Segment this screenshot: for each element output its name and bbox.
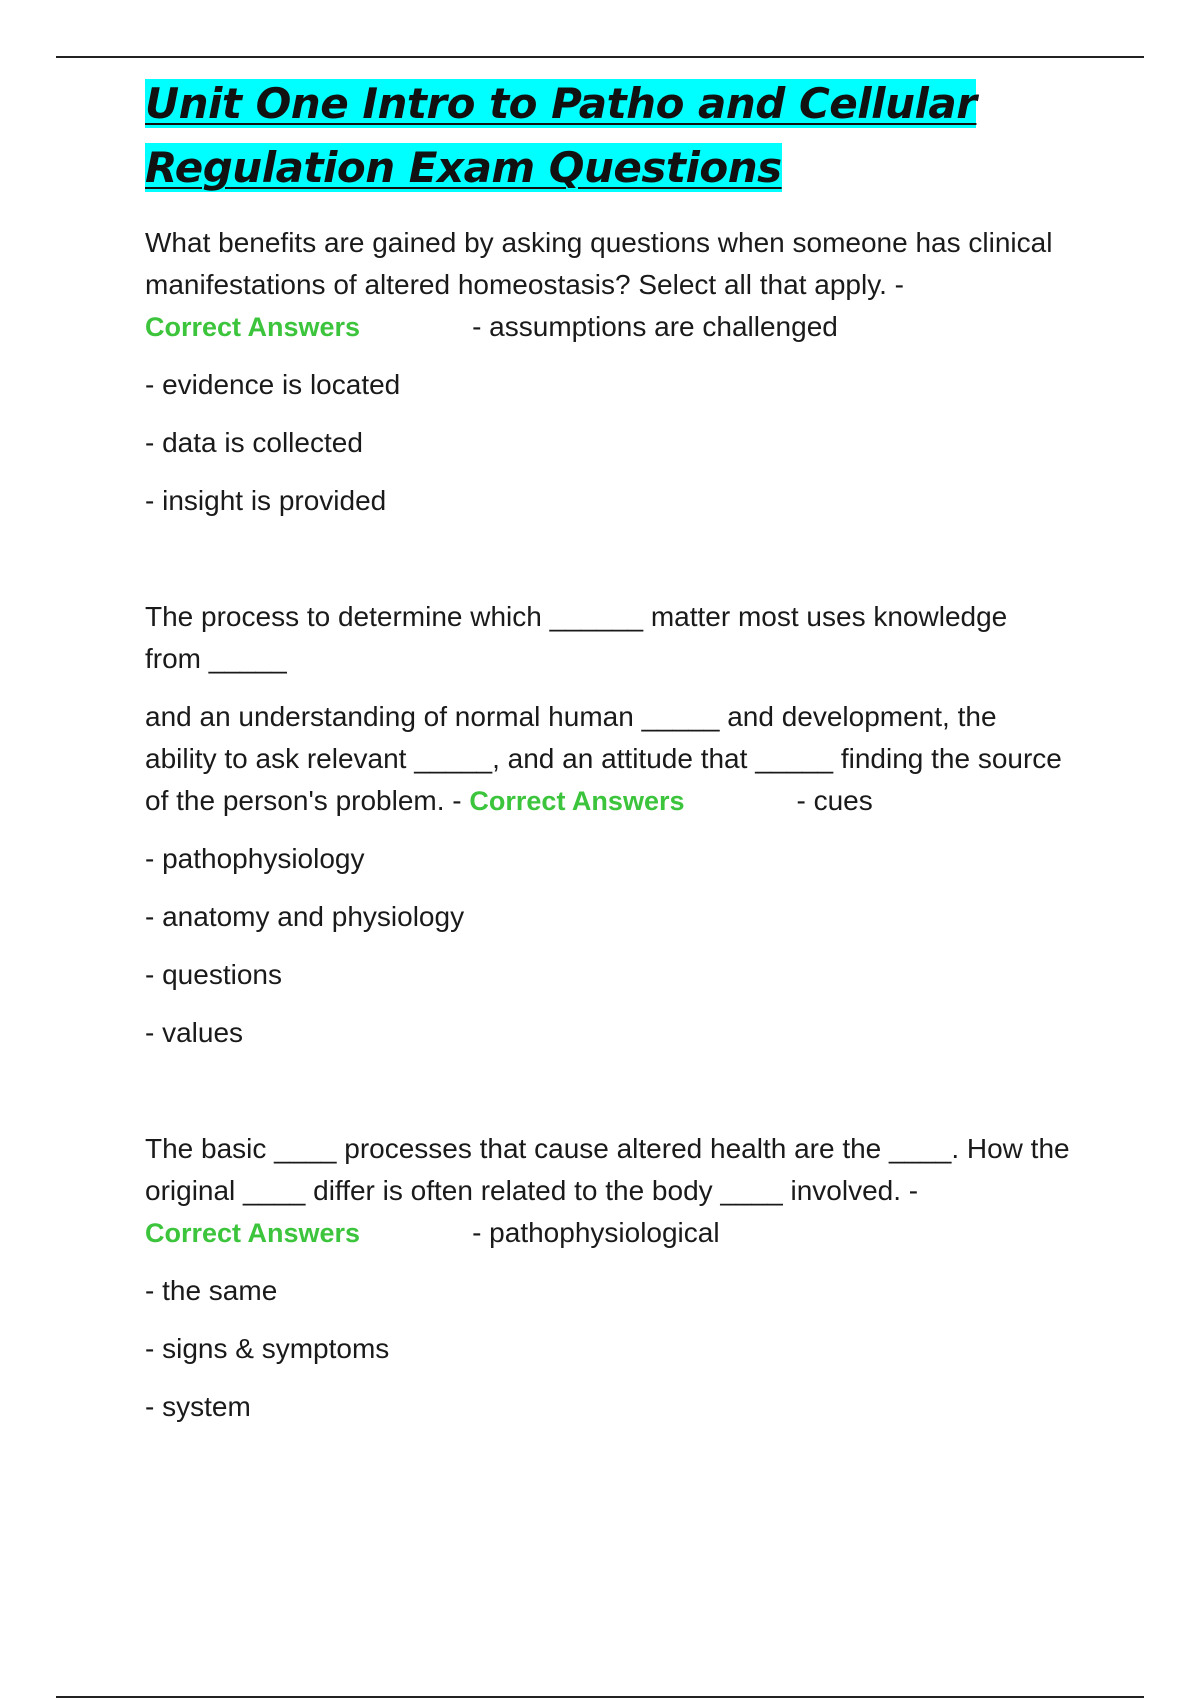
answer-item: - evidence is located <box>145 369 401 400</box>
first-answer: - pathophysiological <box>472 1217 720 1248</box>
top-rule <box>56 56 1144 58</box>
answer-item: - insight is provided <box>145 485 387 516</box>
question-block-1 <box>145 222 1070 522</box>
answer-item: - anatomy and physiology <box>145 901 465 932</box>
page-title <box>145 72 1070 200</box>
question-block-3 <box>145 1128 1070 1428</box>
correct-answers-label: Correct Answers <box>145 312 361 342</box>
question-text: The basic ____ processes that cause altered health are the ____. How the original ____ differ is often related to the body ____ involved. - <box>145 1133 1070 1206</box>
first-answer: - cues <box>796 785 873 816</box>
question-prompt-continued <box>145 696 1070 822</box>
first-answer: - assumptions are challenged <box>472 311 838 342</box>
answer-item: - pathophysiology <box>145 843 365 874</box>
document-page <box>145 72 1070 1444</box>
bottom-rule <box>56 1696 1144 1698</box>
question-prompt <box>145 222 1070 348</box>
answer-item: - signs & symptoms <box>145 1333 390 1364</box>
answer-item: - system <box>145 1391 251 1422</box>
answer-item: - values <box>145 1017 244 1048</box>
correct-answers-label: Correct Answers <box>145 1218 361 1248</box>
answer-item: - questions <box>145 959 282 990</box>
question-prompt <box>145 1128 1070 1254</box>
question-text: and an understanding of normal human _____ and development, the ability to ask relevant _____, and an attitude that _____ finding the source of the person's problem. - <box>145 701 1062 816</box>
answer-item: - data is collected <box>145 427 363 458</box>
correct-answers-label: Correct Answers <box>469 786 685 816</box>
page-title-text: Unit One Intro to Patho and Cellular Regulation Exam Questions <box>145 79 977 192</box>
question-prompt: The process to determine which ______ matter most uses knowledge from _____ <box>145 601 1008 674</box>
question-text: What benefits are gained by asking questions when someone has clinical manifestations of altered homeostasis? Select all that apply. - <box>145 227 1053 300</box>
question-block-2 <box>145 596 1070 1054</box>
answer-item: - the same <box>145 1275 278 1306</box>
